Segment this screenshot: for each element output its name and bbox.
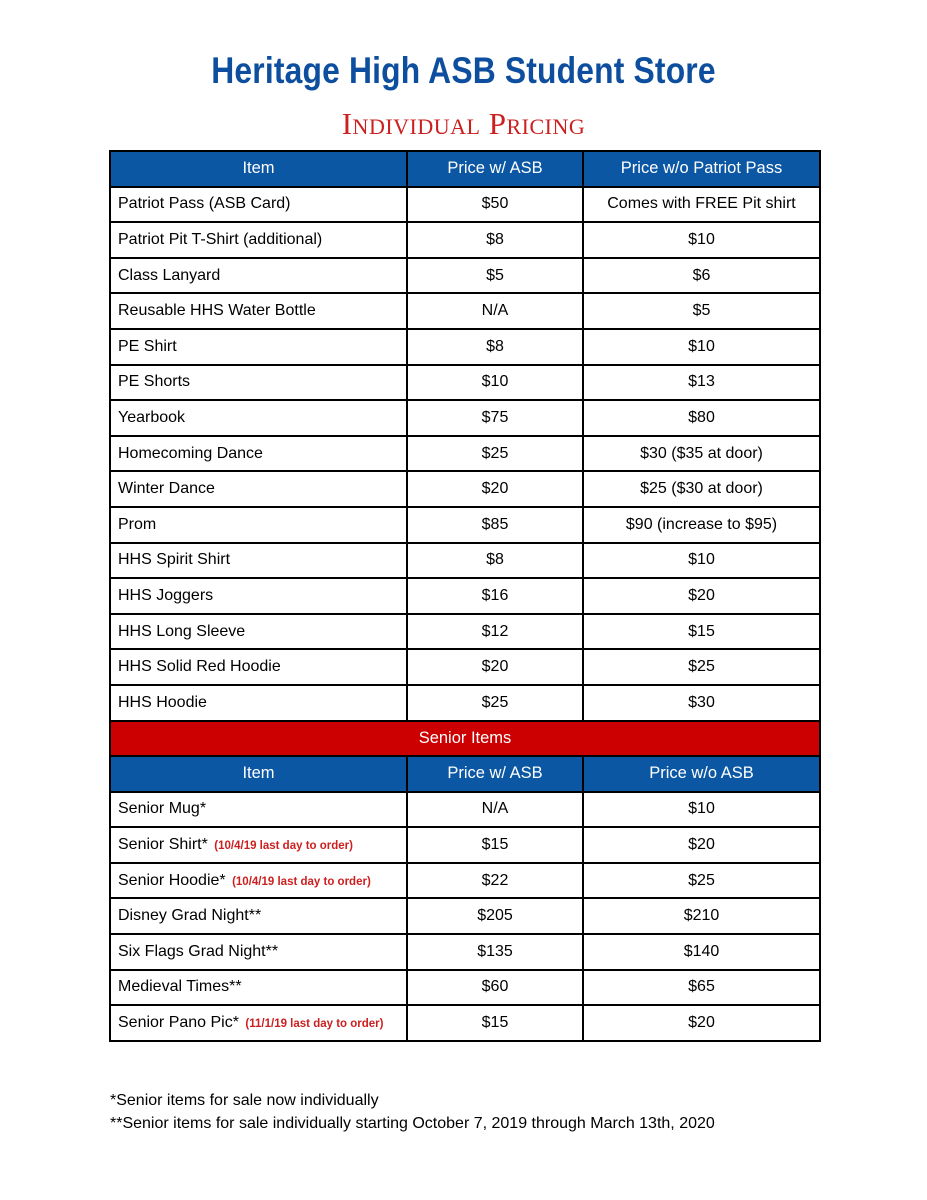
- table-row: [110, 293, 820, 329]
- item-name-cell: PE Shorts: [110, 365, 407, 401]
- price-no-pass-cell: $80: [583, 400, 820, 436]
- price-asb-cell: $20: [407, 649, 583, 685]
- table-row: [110, 614, 820, 650]
- senior-item-name: Senior Mug*: [118, 800, 207, 818]
- senior-price-asb-cell: $60: [407, 970, 583, 1006]
- senior-price-asb-cell: $135: [407, 934, 583, 970]
- item-name-cell: HHS Solid Red Hoodie: [110, 649, 407, 685]
- price-no-pass-cell: $90 (increase to $95): [583, 507, 820, 543]
- senior-price-no-asb-cell: $65: [583, 970, 820, 1006]
- price-asb-cell: $12: [407, 614, 583, 650]
- price-no-pass-cell: $10: [583, 543, 820, 579]
- table-header-row: [110, 151, 820, 187]
- table-row: [110, 471, 820, 507]
- table-row: [110, 507, 820, 543]
- price-asb-cell: $8: [407, 543, 583, 579]
- price-asb-cell: N/A: [407, 293, 583, 329]
- item-name-cell: HHS Long Sleeve: [110, 614, 407, 650]
- price-asb-cell: $85: [407, 507, 583, 543]
- item-name-cell: Reusable HHS Water Bottle: [110, 293, 407, 329]
- price-no-pass-cell: $20: [583, 578, 820, 614]
- item-name-cell: Patriot Pit T-Shirt (additional): [110, 222, 407, 258]
- senior-table-row: [110, 792, 820, 828]
- senior-item-cell: [110, 970, 407, 1006]
- senior-column-header-price-asb: Price w/ ASB: [407, 756, 583, 792]
- table-row: [110, 436, 820, 472]
- price-no-pass-cell: $25 ($30 at door): [583, 471, 820, 507]
- item-name-cell: Winter Dance: [110, 471, 407, 507]
- table-row: [110, 222, 820, 258]
- price-asb-cell: $5: [407, 258, 583, 294]
- price-asb-cell: $50: [407, 187, 583, 223]
- price-no-pass-cell: $30: [583, 685, 820, 721]
- order-deadline-note: (10/4/19 last day to order): [214, 840, 353, 853]
- senior-item-name: Senior Hoodie*: [118, 871, 226, 889]
- price-no-pass-cell: Comes with FREE Pit shirt: [583, 187, 820, 223]
- table-row: [110, 578, 820, 614]
- footnote-2: **Senior items for sale individually starting October 7, 2019 through March 13th, 2020: [110, 1115, 715, 1132]
- senior-header-row: [110, 756, 820, 792]
- senior-price-no-asb-cell: $20: [583, 1005, 820, 1041]
- senior-item-name: Senior Pano Pic*: [118, 1014, 239, 1032]
- page-subtitle: Individual Pricing: [341, 106, 586, 141]
- item-name-cell: Class Lanyard: [110, 258, 407, 294]
- price-no-pass-cell: $30 ($35 at door): [583, 436, 820, 472]
- table-row: [110, 187, 820, 223]
- senior-column-header-item: Item: [110, 756, 407, 792]
- item-name-cell: PE Shirt: [110, 329, 407, 365]
- price-no-pass-cell: $10: [583, 329, 820, 365]
- table-row: [110, 258, 820, 294]
- price-no-pass-cell: $15: [583, 614, 820, 650]
- senior-price-no-asb-cell: $140: [583, 934, 820, 970]
- item-name-cell: Patriot Pass (ASB Card): [110, 187, 407, 223]
- table-row: [110, 543, 820, 579]
- senior-table-row: [110, 934, 820, 970]
- price-asb-cell: $8: [407, 222, 583, 258]
- price-asb-cell: $25: [407, 436, 583, 472]
- price-no-pass-cell: $25: [583, 649, 820, 685]
- column-header-price-asb: Price w/ ASB: [407, 151, 583, 187]
- senior-item-name: Senior Shirt*: [118, 836, 208, 854]
- table-row: [110, 365, 820, 401]
- column-header-item: Item: [110, 151, 407, 187]
- footnote-1: *Senior items for sale now individually: [110, 1092, 379, 1109]
- item-name-cell: Prom: [110, 507, 407, 543]
- senior-item-cell: [110, 898, 407, 934]
- senior-item-name: Six Flags Grad Night**: [118, 942, 279, 960]
- senior-item-cell: [110, 1005, 407, 1041]
- item-name-cell: HHS Joggers: [110, 578, 407, 614]
- senior-price-asb-cell: $15: [407, 827, 583, 863]
- senior-price-no-asb-cell: $20: [583, 827, 820, 863]
- column-header-price-no-pass: Price w/o Patriot Pass: [583, 151, 820, 187]
- senior-price-no-asb-cell: $210: [583, 898, 820, 934]
- senior-price-no-asb-cell: $25: [583, 863, 820, 899]
- pricing-table: [109, 150, 821, 1042]
- senior-item-cell: [110, 792, 407, 828]
- price-asb-cell: $75: [407, 400, 583, 436]
- senior-section-title: Senior Items: [110, 721, 820, 757]
- price-asb-cell: $8: [407, 329, 583, 365]
- price-no-pass-cell: $13: [583, 365, 820, 401]
- senior-item-cell: [110, 827, 407, 863]
- senior-price-asb-cell: $205: [407, 898, 583, 934]
- senior-section-row: [110, 721, 820, 757]
- price-asb-cell: $10: [407, 365, 583, 401]
- item-name-cell: Yearbook: [110, 400, 407, 436]
- senior-table-row: [110, 1005, 820, 1041]
- senior-table-row: [110, 863, 820, 899]
- price-asb-cell: $16: [407, 578, 583, 614]
- table-row: [110, 329, 820, 365]
- senior-column-header-price-no-asb: Price w/o ASB: [583, 756, 820, 792]
- item-name-cell: HHS Spirit Shirt: [110, 543, 407, 579]
- senior-item-name: Medieval Times**: [118, 978, 242, 996]
- senior-table-row: [110, 898, 820, 934]
- senior-item-cell: [110, 863, 407, 899]
- senior-table-row: [110, 970, 820, 1006]
- senior-item-cell: [110, 934, 407, 970]
- senior-price-asb-cell: N/A: [407, 792, 583, 828]
- item-name-cell: Homecoming Dance: [110, 436, 407, 472]
- price-asb-cell: $20: [407, 471, 583, 507]
- order-deadline-note: (11/1/19 last day to order): [245, 1018, 384, 1031]
- senior-price-asb-cell: $22: [407, 863, 583, 899]
- table-row: [110, 685, 820, 721]
- senior-item-name: Disney Grad Night**: [118, 907, 262, 925]
- senior-price-no-asb-cell: $10: [583, 792, 820, 828]
- item-name-cell: HHS Hoodie: [110, 685, 407, 721]
- page-title: Heritage High ASB Student Store: [211, 50, 716, 91]
- table-row: [110, 400, 820, 436]
- senior-table-row: [110, 827, 820, 863]
- price-no-pass-cell: $10: [583, 222, 820, 258]
- order-deadline-note: (10/4/19 last day to order): [232, 875, 371, 888]
- senior-price-asb-cell: $15: [407, 1005, 583, 1041]
- price-no-pass-cell: $5: [583, 293, 820, 329]
- table-row: [110, 649, 820, 685]
- price-no-pass-cell: $6: [583, 258, 820, 294]
- price-asb-cell: $25: [407, 685, 583, 721]
